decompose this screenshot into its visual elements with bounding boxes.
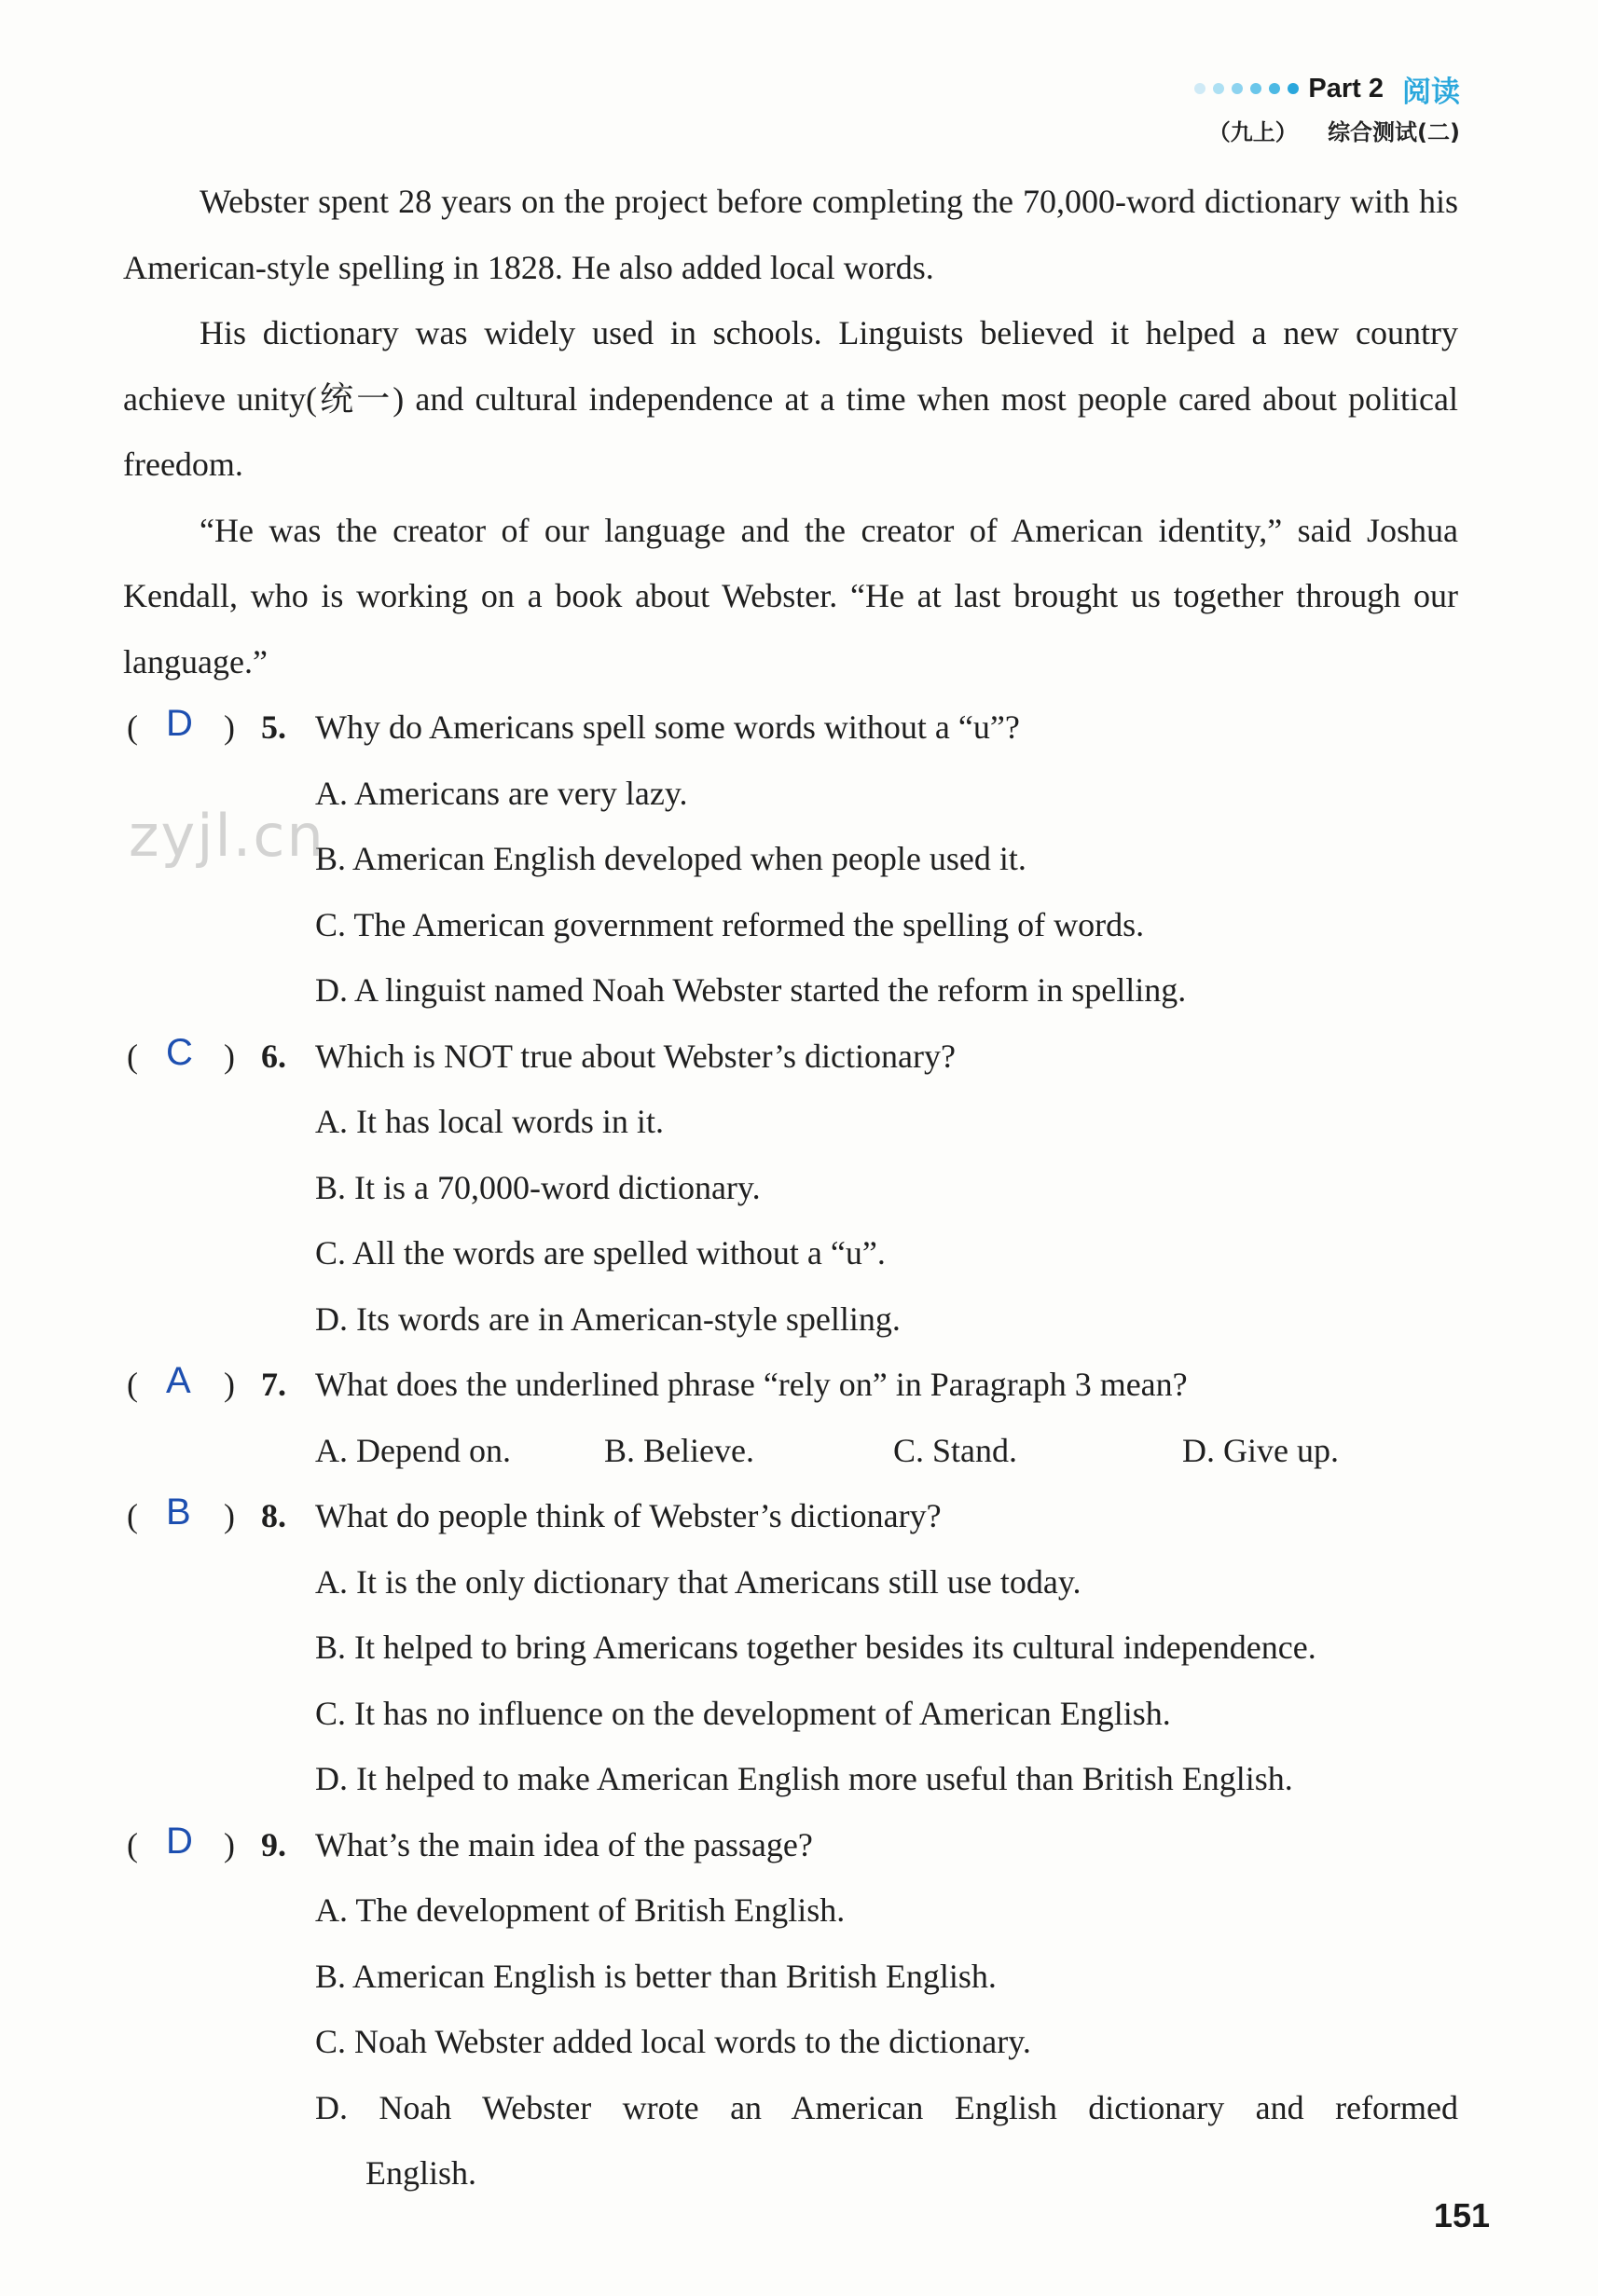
options-row [123,1418,1458,1484]
question-number: 5. [261,708,286,746]
section-title: 阅读 [1402,75,1460,109]
answer-bracket-close: ) [224,1825,235,1863]
question-number: 9. [261,1825,286,1863]
answer-mark: B [166,1492,191,1533]
option-c: C. Noah Webster added local words to the dictionary. [315,2023,1031,2060]
watermark: zyjl.cn [129,802,325,870]
option-b: B. It helped to bring Americans together besides its cultural independence. [315,1629,1316,1666]
dot-icon [1288,83,1299,94]
option-b: B. It is a 70,000-word dictionary. [315,1168,761,1206]
answer-mark: A [166,1360,191,1401]
question-text: What’s the main idea of the passage? [315,1825,813,1863]
option-d: D. A linguist named Noah Webster started the reform in spelling. [315,971,1187,1009]
question-text: What do people think of Webster’s dictionary? [315,1497,942,1534]
page-number: 151 [1433,2196,1490,2234]
option-c: C. Stand. [893,1431,1018,1469]
option-a: A. Depend on. [315,1431,511,1469]
option-b: B. American English developed when people used it. [315,840,1026,877]
question-8 [123,1483,1458,1812]
answer-bracket-open: ( [127,1037,138,1075]
option-d: D. Its words are in American-style spelling. [315,1299,901,1338]
option-d: D. It helped to make American English more useful than British English. [315,1760,1293,1797]
option-c: C. All the words are spelled without a “u”. [315,1234,886,1272]
answer-mark: C [166,1031,193,1073]
option-a: A. It is the only dictionary that Americans still use today. [315,1562,1081,1601]
dot-icon [1232,83,1243,94]
answer-bracket-close: ) [224,1366,235,1403]
option-c: C. It has no influence on the development of American English. [315,1694,1171,1732]
option-b: B. Believe. [604,1431,754,1469]
option-a: A. It has local words in it. [315,1103,664,1140]
question-text: Why do Americans spell some words without a “u”? [315,708,1020,746]
question-stem [123,1812,1458,1878]
question-number: 8. [261,1497,286,1534]
dot-icon [1194,83,1205,94]
reading-content [123,169,1458,2207]
option-d [123,2075,1458,2207]
answer-bracket-open: ( [127,708,138,746]
answer-bracket-close: ) [224,1037,235,1075]
dot-icon [1269,83,1280,94]
option-b: B. American English is better than British English. [315,1957,997,1995]
question-7 [123,1352,1458,1483]
answer-bracket-open: ( [127,1497,138,1534]
option-a: A. The development of British English. [315,1891,846,1929]
question-number: 7. [261,1366,286,1403]
option-d-continuation: English. [365,2154,477,2192]
question-stem [123,694,1458,761]
dot-icon [1213,83,1224,94]
question-stem [123,1024,1458,1090]
passage-paragraph: His dictionary was widely used in schools. Linguists believed it helped a new country achieve unity(统一) and cultural independence at a time when most people cared about political freedom. [123,314,1458,483]
question-number: 6. [261,1037,286,1075]
option-a: A. Americans are very lazy. [315,774,688,812]
answer-bracket-open: ( [127,1366,138,1403]
answer-bracket-close: ) [224,1497,235,1534]
option-d: D. Give up. [1182,1431,1339,1469]
answer-mark: D [166,1820,193,1862]
passage-paragraph: Webster spent 28 years on the project before completing the 70,000-word dictionary with his American-style spelling in 1828. He also added local words. [123,183,1458,286]
page-header [1194,67,1460,146]
grade-label: （九上） [1207,119,1298,145]
answer-bracket-open: ( [127,1825,138,1863]
question-9 [123,1812,1458,2207]
option-c: C. The American government reformed the spelling of words. [315,905,1145,943]
part-label: Part 2 [1308,73,1384,103]
header-subtitle [1194,114,1460,146]
dot-icon [1250,83,1261,94]
decorative-dots [1194,83,1299,94]
answer-mark: D [166,703,193,744]
answer-bracket-close: ) [224,708,235,746]
question-stem [123,1483,1458,1549]
option-d-line: D. Noah Webster wrote an American English dictionary and reformed [315,2088,1458,2126]
question-6 [123,1024,1458,1353]
question-stem [123,1352,1458,1418]
test-label: 综合测试(二) [1328,119,1460,145]
header-title-row [1194,67,1460,110]
question-text: What does the underlined phrase “rely on” in Paragraph 3 mean? [315,1366,1188,1403]
question-text: Which is NOT true about Webster’s dictionary? [315,1037,956,1075]
passage-paragraph: “He was the creator of our language and the creator of American identity,” said Joshua Kendall, who is working on a book about Webster. “He at last brought us together through our language.” [123,511,1458,681]
